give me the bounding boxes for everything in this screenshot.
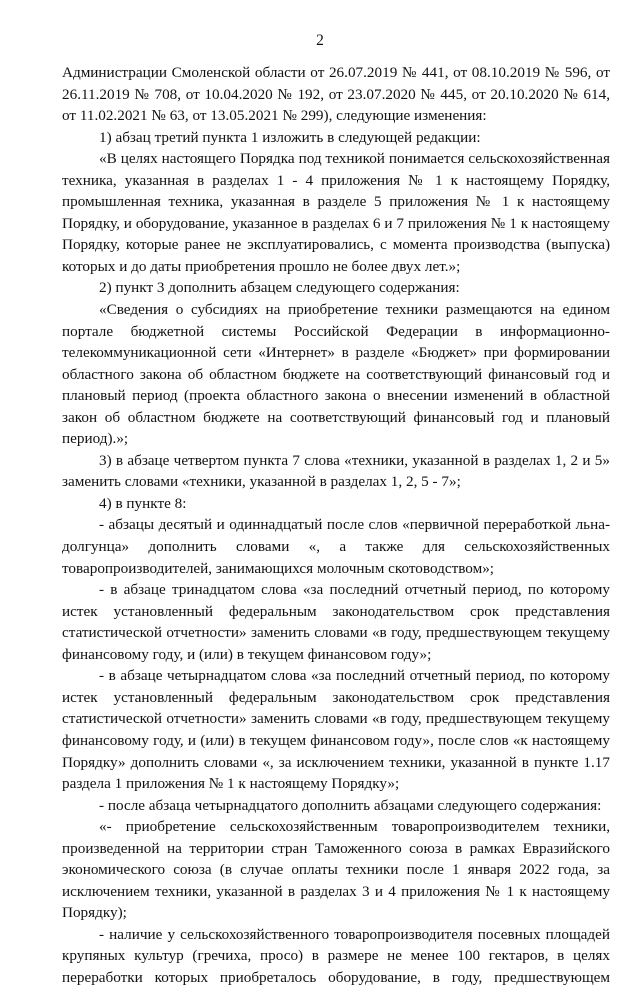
paragraph-item-1-text: «В целях настоящего Порядка под техникой понимается сельскохозяйственная техника, указанная в разделах 1 - 4 приложения № 1 к настоящему Порядку, промышленная техника, указанная в разделе 5 приложения № 1 к настоящему Порядку, и оборудование, указанное в разделах 6 и 7 приложения № 1 к настоящему Порядку, которые ранее не эксплуатировались, с момента производства (выпуска) которых и до даты приобретения прошло не более двух лет.»; [62,150,610,275]
paragraph-item-4-sub-3: - в абзаце четырнадцатом слова «за последний отчетный период, по которому истек установленный федеральным законодательством срок представления статистической отчетности» заменить словами «в году, предшествующем текущему финансовому году, и (или) в текущем финансовом году», после слов «к настоящему Порядку» дополнить словами «, за исключением техники, указанной в пункте 1.17 раздела 1 приложения № 1 к настоящему Порядку»; [62,667,610,793]
paragraph-item-2-text: «Сведения о субсидиях на приобретение техники размещаются на едином портале бюджетной системы Российской Федерации в информационно-телекоммуникационной сети «Интернет» в разделе «Бюджет» при формировании областного закона об областном бюджете на соответствующий финансовый год и плановый период (проекта областного закона о внесении изменений в областной закон об областном бюджете на соответствующий финансовый год и плановый период).»; [62,301,610,448]
paragraph-item-4: 4) в пункте 8: [99,494,187,512]
paragraph-item-3: 3) в абзаце четвертом пункта 7 слова «техники, указанной в разделах 1, 2 и 5» заменить словами «техники, указанной в разделах 1, 2, 5 - 7»; [62,451,610,491]
paragraph-new-condition-1: «- приобретение сельскохозяйственным товаропроизводителем техники, произведенной на территории стран Таможенного союза в рамках Евразийского экономического союза (в случае оплаты техники после 1 января 2022 года, за исключением техники, указанной в разделах 3 и 4 приложения № 1 к настоящему Порядку); [62,818,610,922]
paragraph-intro: Администрации Смоленской области от 26.07.2019 № 441, от 08.10.2019 № 596, от 26.11.2019 № 708, от 10.04.2020 № 192, от 23.07.2020 № 445, от 20.10.2020 № 614, от 11.02.2021 № 63, от 13.05.2021 № 299), следующие изменения: [62,64,610,125]
paragraph-new-condition-2: - наличие у сельскохозяйственного товаропроизводителя посевных площадей крупяных культур (гречиха, просо) в размере не менее 100 гектаров, в целях переработки которых приобреталось оборудование, в году, предшествующем [62,925,610,986]
paragraph-item-1: 1) абзац третий пункта 1 изложить в следующей редакции: [99,128,481,146]
page-number: 2 [316,32,324,49]
paragraph-item-4-sub-2: - в абзаце тринадцатом слова «за последний отчетный период, по которому истек установленный федеральным законодательством срок представления статистической отчетности» заменить словами «в году, предшествующем текущему финансовому году, и (или) в текущем финансовом году»; [62,581,610,663]
paragraph-item-4-sub-1: - абзацы десятый и одиннадцатый после слов «первичной переработкой льна-долгунца» дополнить словами «, а также для сельскохозяйственных товаропроизводителей, занимающихся молочным скотоводством»; [62,516,610,577]
paragraph-item-4-sub-4: - после абзаца четырнадцатого дополнить абзацами следующего содержания: [99,796,602,814]
paragraph-item-2: 2) пункт 3 дополнить абзацем следующего содержания: [99,279,460,297]
document-body [62,62,610,989]
